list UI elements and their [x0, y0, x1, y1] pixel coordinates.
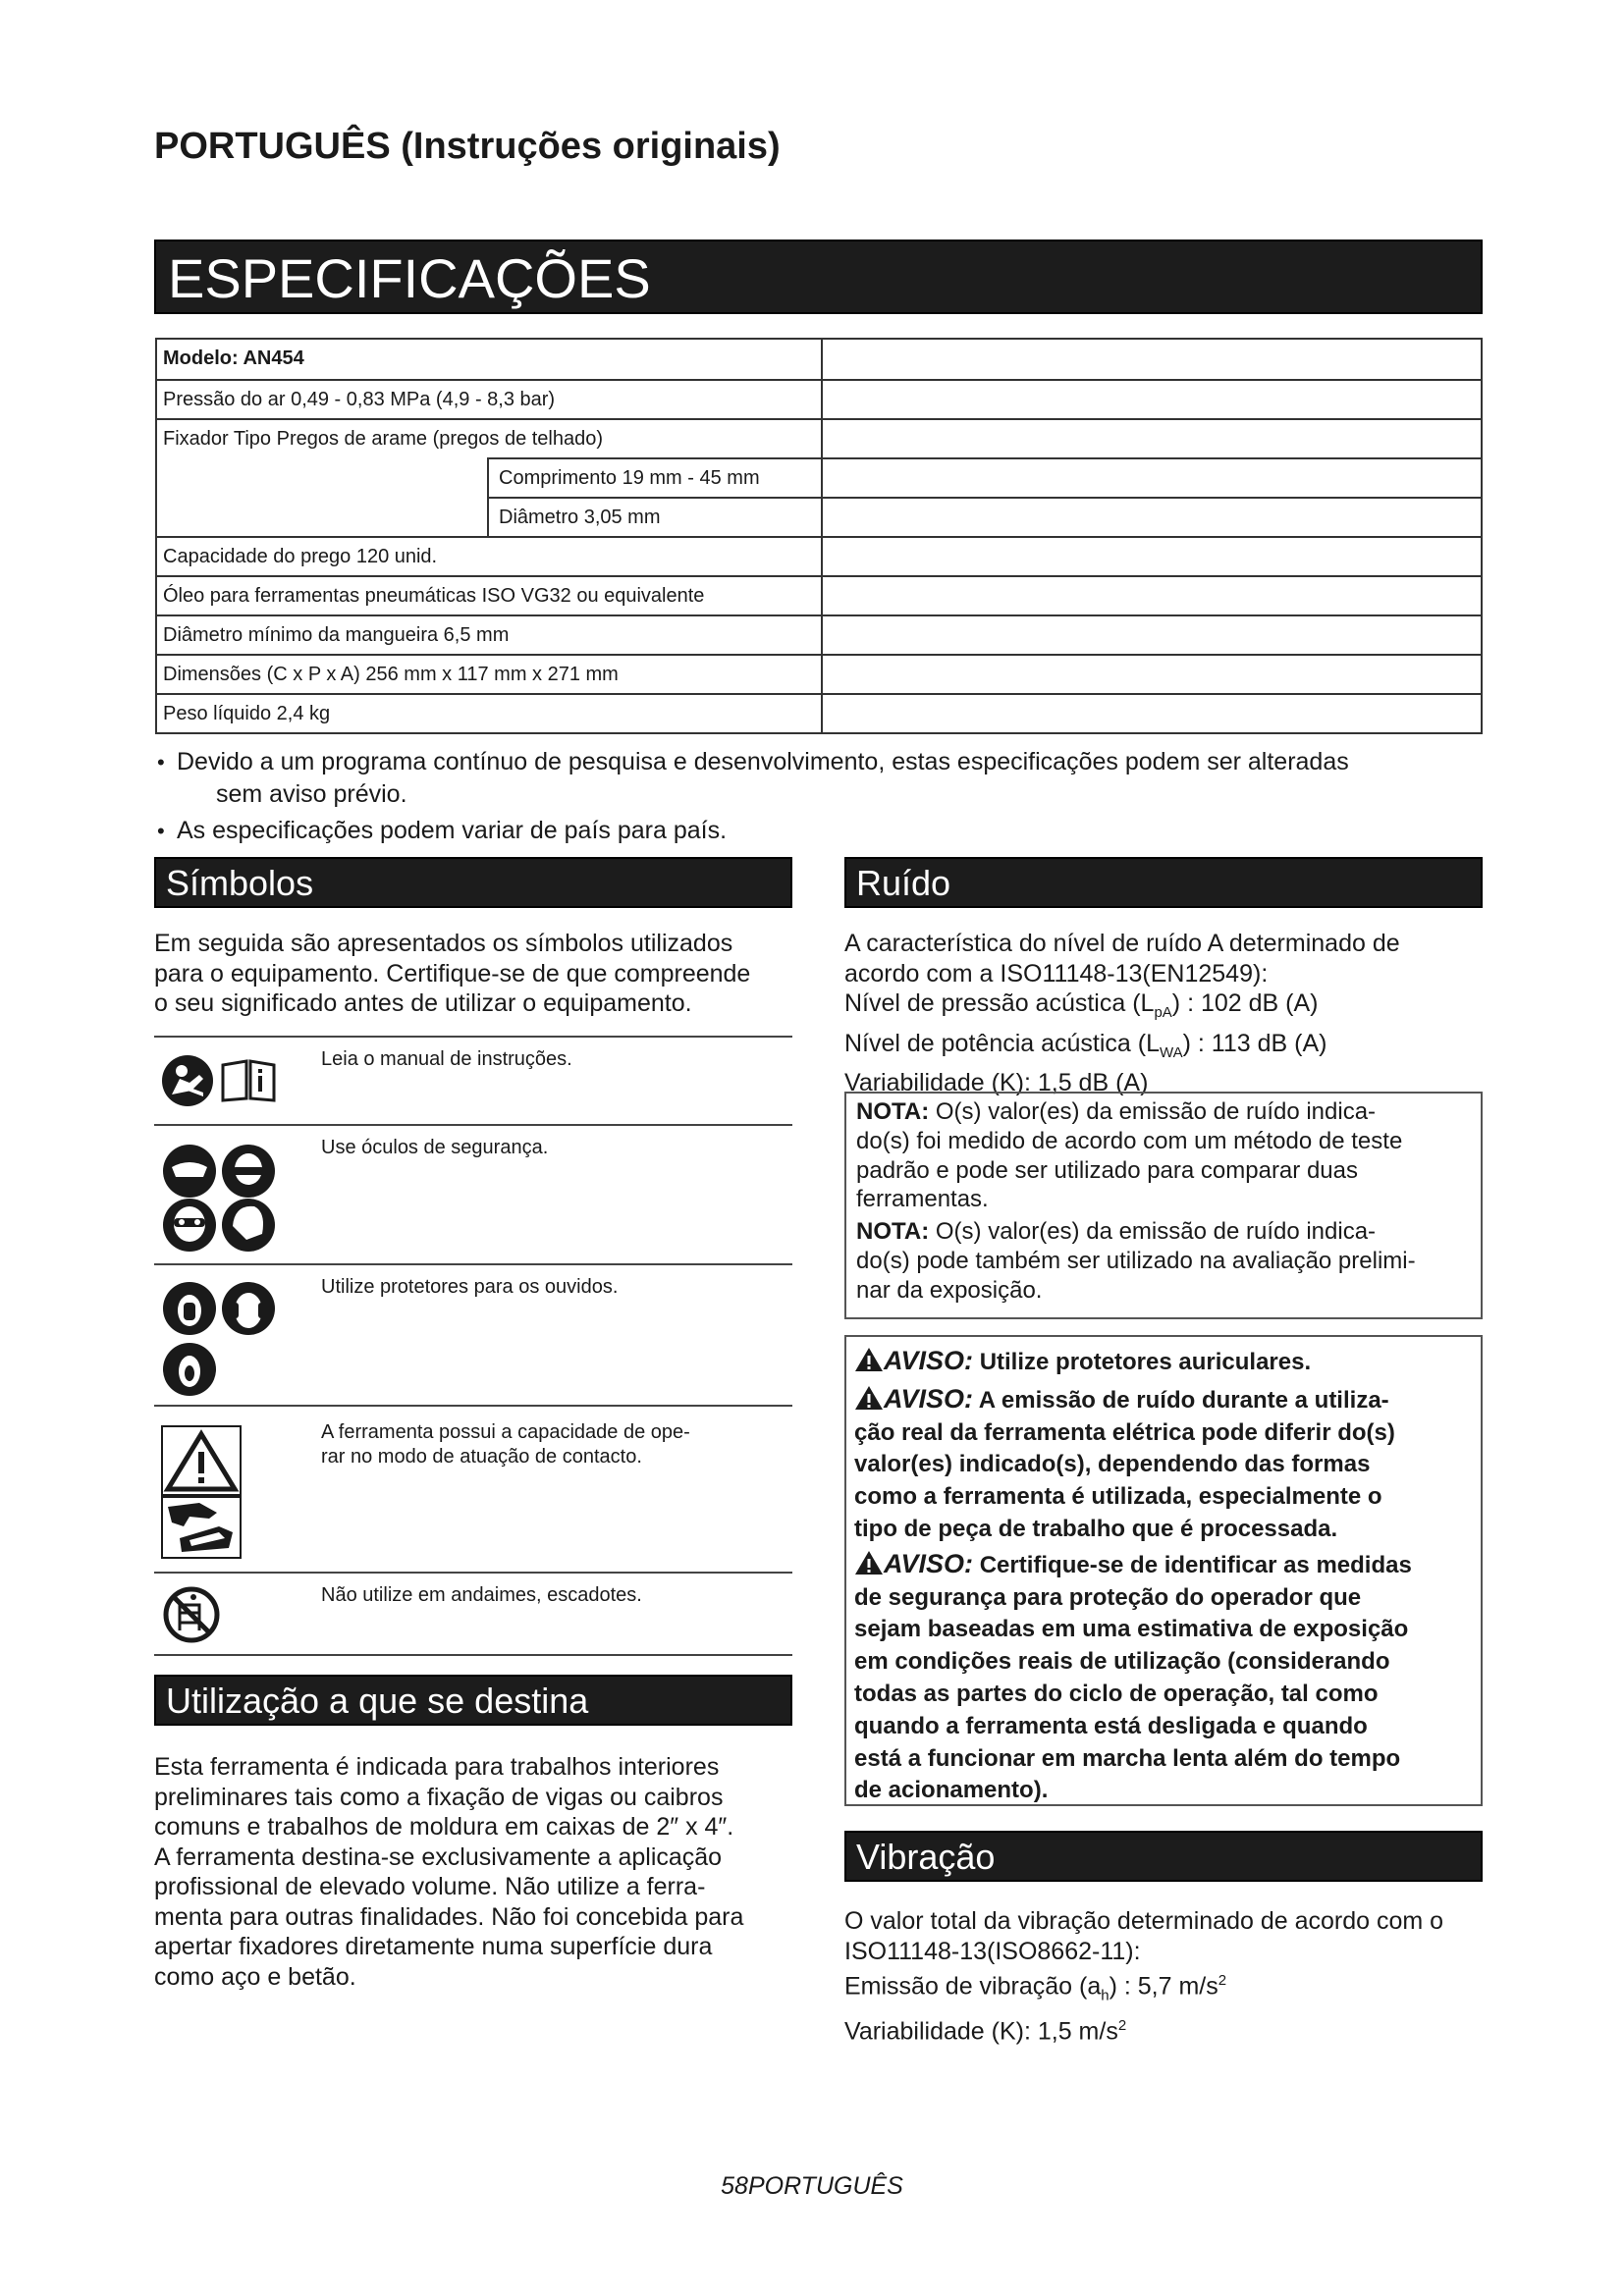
noise-notes-box: NOTA: O(s) valor(es) da emissão de ruído indica- do(s) foi medido de acordo com um método de teste padrão e pode ser utilizado para comparar duas ferramentas. NOTA: O(s) valor(es) da emissão de ruído indica- do(s) pode também ser utilizado na avaliação prelimi- nar da exposição. [844, 1092, 1483, 1319]
warning-triangle-icon [854, 1347, 884, 1372]
specifications-notes [157, 746, 1483, 847]
warning-item: AVISO: A emissão de ruído durante a utiliza- [854, 1385, 1481, 1415]
sound-pressure-level: Nível de pressão acústica $(L_{pA})$ : 102 dB (A) [844, 989, 1319, 1021]
spec-nail-capacity: Capacidade do prego 120 unid. [157, 538, 823, 575]
vibration-heading [844, 1831, 1483, 1882]
spec-note: • Devido a um programa contínuo de pesquisa e desenvolvimento, estas especificações podem ser alteradas [157, 746, 1483, 778]
specifications-heading [154, 240, 1483, 314]
spec-fastener-type: Fixador Tipo Pregos de arame (pregos de telhado) [157, 420, 823, 457]
symbols-heading [154, 857, 792, 908]
symbol-description: Não utilize em andaimes, escadotes. [321, 1584, 642, 1606]
symbol-description: A ferramenta possui a capacidade de ope- [321, 1421, 690, 1443]
symbol-description: Leia o manual de instruções. [321, 1048, 572, 1070]
sound-power-level: Nível de potência acústica $(L_{WA})$ : 113 dB (A) [844, 1029, 1327, 1061]
vibration-values: O valor total da vibração determinado de acordo com o ISO11148-13(ISO8662-11): Emissão de vibração $(a_h)$ : 5,7 $m/s^2$ Variabilidade (K): 1,5 $m/s^2$ [844, 1906, 1492, 2047]
spec-model: Modelo: AN454 [157, 340, 823, 379]
symbol-row [154, 1574, 792, 1656]
symbols-heading-text: Símbolos [166, 863, 314, 903]
spec-diameter-row [157, 499, 823, 536]
symbol-description: Utilize protetores para os ouvidos. [321, 1276, 619, 1298]
noise-values: A característica do nível de ruído A determinado de acordo com a ISO11148-13(EN12549): Nível de pressão acústica $(L_{pA})$ : 102 dB (A) Nível de potência acústica $(L_{WA})$ : 113 dB (A) Variabilidade (K): 1,5 dB (A) [844, 929, 1492, 1098]
vibration-heading-text: Vibração [856, 1837, 996, 1877]
warning-item: AVISO: Utilize protetores auriculares. [854, 1347, 1481, 1377]
specifications-table [155, 338, 1483, 734]
spec-air-pressure: Pressão do ar 0,49 - 0,83 MPa (4,9 - 8,3 bar) [157, 381, 823, 418]
spec-note: • As especificações podem variar de país para país. [157, 815, 1483, 847]
spec-diameter: Diâmetro 3,05 mm [487, 497, 823, 536]
spec-net-weight: Peso líquido 2,4 kg [157, 695, 823, 732]
noise-note: NOTA: O(s) valor(es) da emissão de ruído indica- [856, 1098, 1377, 1125]
noise-heading [844, 857, 1483, 908]
noise-note: NOTA: O(s) valor(es) da emissão de ruído indica- [856, 1218, 1377, 1246]
spec-length: Comprimento 19 mm - 45 mm [487, 457, 823, 497]
spec-note-continuation: sem aviso prévio. [216, 780, 407, 808]
warning-triangle-icon [854, 1385, 884, 1411]
symbol-row [154, 1407, 792, 1574]
symbols-intro: Em seguida são apresentados os símbolos utilizados para o equipamento. Certifique-se de que compreende o seu significado antes de utilizar o equipamento. [154, 930, 751, 1017]
specifications-heading-text: ESPECIFICAÇÕES [168, 247, 651, 309]
symbol-row [154, 1265, 792, 1407]
intended-use-heading-text: Utilização a que se destina [166, 1681, 589, 1721]
spec-oil: Óleo para ferramentas pneumáticas ISO VG32 ou equivalente [157, 577, 823, 614]
warning-triangle-icon [854, 1550, 884, 1575]
noise-uncertainty: Variabilidade (K): 1,5 dB (A) [844, 1069, 1149, 1096]
page-footer: 58PORTUGUÊS [721, 2172, 903, 2200]
symbol-description: Use óculos de segurança. [321, 1137, 549, 1158]
intended-use-text: Esta ferramenta é indicada para trabalhos interiores preliminares tais como a fixação de vigas ou caibros comuns e trabalhos de moldura em caixas de 2″ x 4″. A ferramenta destina-se exclusivamente a aplicação profissional de elevado volume. Não utilize a ferra- menta para outras finalidades. Não foi concebida para apertar fixadores diretamente numa superfície dura como aço e betão. [154, 1753, 744, 1991]
spec-hose-diameter: Diâmetro mínimo da mangueira 6,5 mm [157, 616, 823, 654]
spec-length-row [157, 459, 823, 497]
page-language-title: PORTUGUÊS (Instruções originais) [154, 126, 781, 167]
vibration-uncertainty: Variabilidade (K): 1,5 $m/s^2$ [844, 2016, 1127, 2046]
vibration-emission: Emissão de vibração $(a_h)$ : 5,7 $m/s^2$ [844, 1972, 1227, 2004]
intended-use-heading [154, 1675, 792, 1726]
noise-heading-text: Ruído [856, 863, 951, 903]
symbol-row [154, 1038, 792, 1126]
spec-dimensions: Dimensões (C x P x A) 256 mm x 117 mm x 271 mm [157, 656, 823, 693]
noise-warnings-box: AVISO: Utilize protetores auriculares. AVISO: A emissão de ruído durante a utiliza- ção real da ferramenta elétrica pode diferir do(s) valor(es) indicado(s), dependendo das formas como a ferramenta é utilizada, especialmente o tipo de peça de trabalho que é processada. AVISO: Certifique-se de identificar as medidas de segurança para proteção do operador que sejam baseadas em uma estimativa de exposição em condições reais de utilização (considerando todas as partes do ciclo de operação, tal como quando a ferramenta está desligada e quando está a funcionar em marcha lenta além do tempo de acionamento). [844, 1335, 1483, 1806]
symbol-row [154, 1126, 792, 1265]
warning-item: AVISO: Certifique-se de identificar as medidas [854, 1550, 1481, 1580]
symbols-table [154, 1036, 792, 1656]
symbol-description: rar no modo de atuação de contacto. [321, 1446, 642, 1468]
